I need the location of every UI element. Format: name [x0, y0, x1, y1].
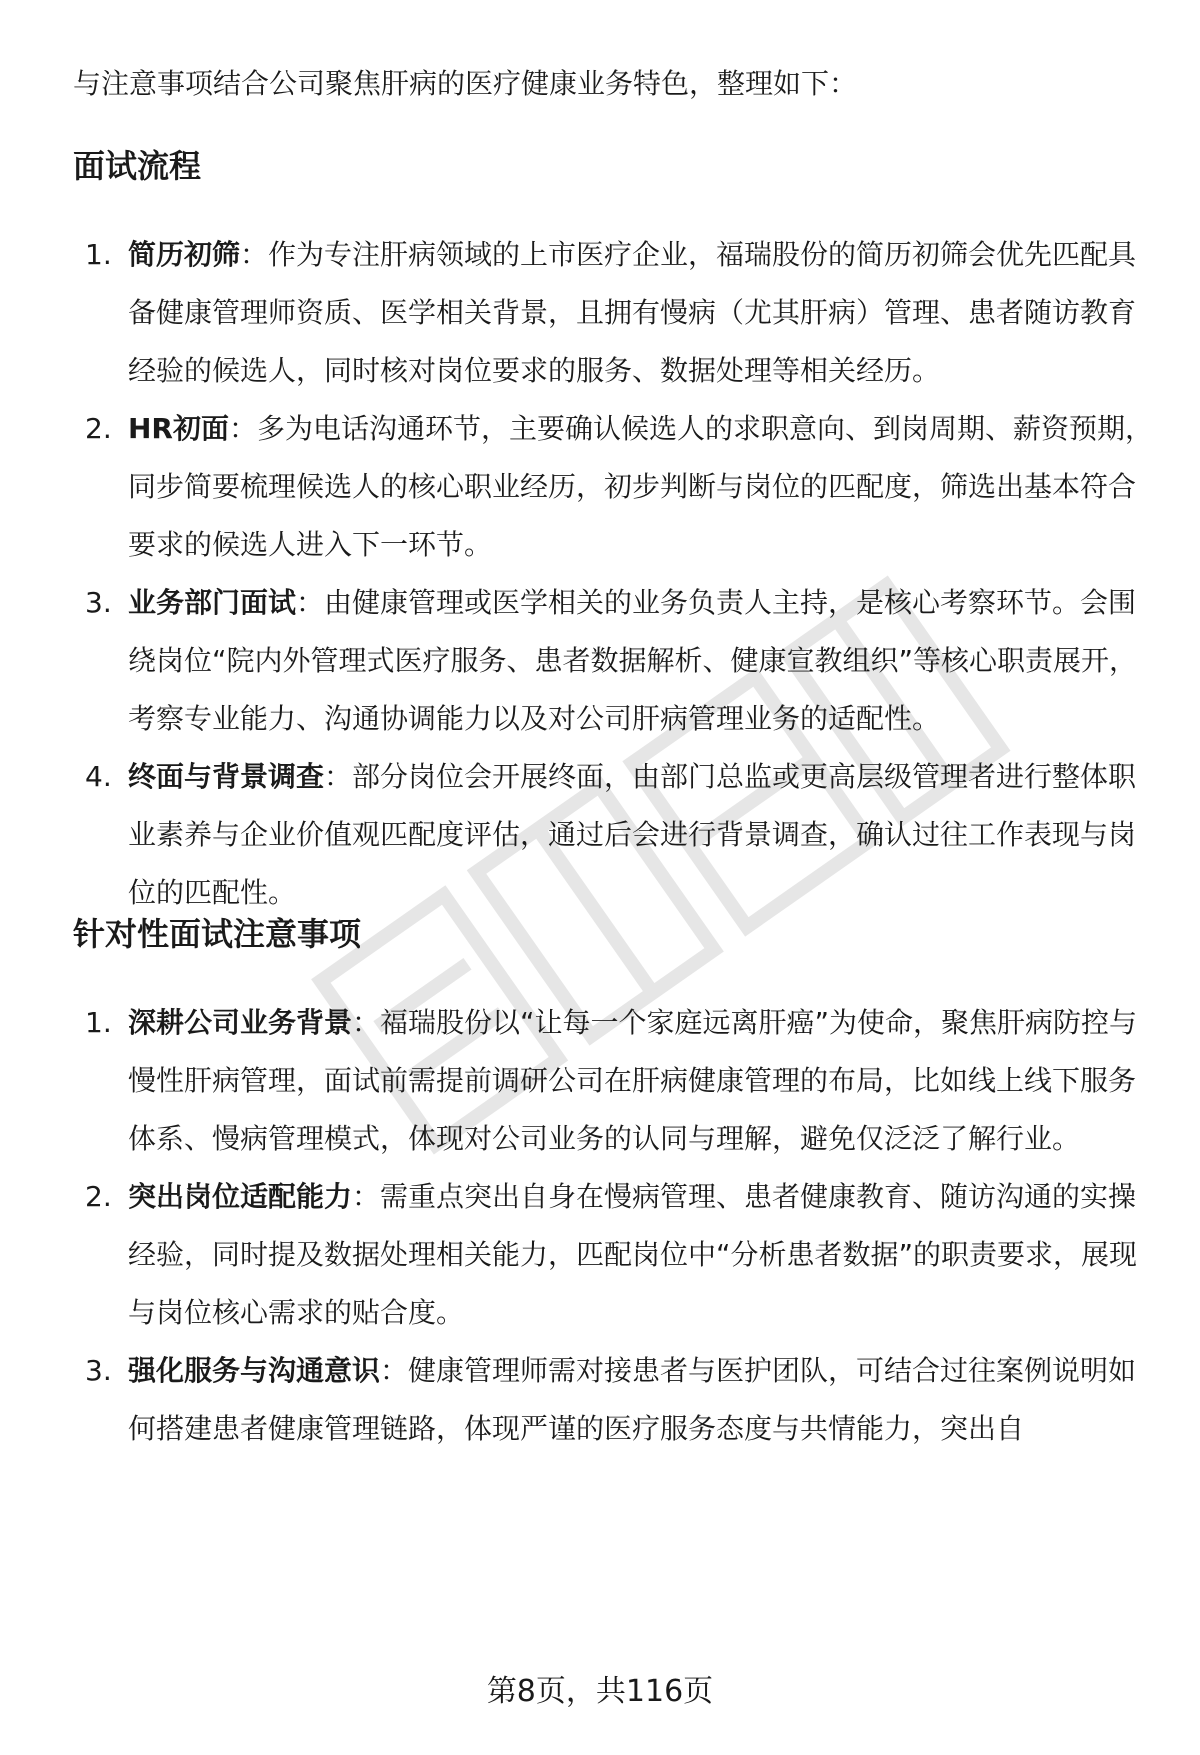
item-separator: ：: [296, 586, 325, 619]
item-text: 作为专注肝病领域的上市医疗企业，福瑞股份的简历初筛会优先匹配具备健康管理师资质、医学相关背景，且拥有慢病（尤其肝病）管理、患者随访教育经验的候选人，同时核对岗位要求的服务、数据处理等相关经历。: [128, 238, 1137, 387]
item-separator: ：: [324, 760, 353, 793]
item-title: 突出岗位适配能力: [128, 1180, 353, 1213]
section-heading-tips: 针对性面试注意事项: [73, 915, 362, 953]
list-item: [0, 1342, 1200, 1458]
item-separator: ：: [352, 1180, 381, 1213]
item-separator: ：: [240, 238, 269, 271]
item-text: 部分岗位会开展终面，由部门总监或更高层级管理者进行整体职业素养与企业价值观匹配度评估，通过后会进行背景调查，确认过往工作表现与岗位的匹配性。: [128, 760, 1137, 909]
item-title: HR初面: [128, 412, 229, 445]
list-item: [0, 226, 1200, 400]
list-item: [0, 1168, 1200, 1342]
item-number: 3.: [85, 1354, 112, 1387]
item-separator: ：: [352, 1006, 381, 1039]
item-separator: ：: [229, 412, 258, 445]
item-title: 深耕公司业务背景: [128, 1006, 353, 1039]
item-number: 2.: [85, 1180, 112, 1213]
item-number: 1.: [85, 1006, 112, 1039]
item-number: 1.: [85, 238, 112, 271]
item-number: 4.: [85, 760, 112, 793]
item-text: 由健康管理或医学相关的业务负责人主持，是核心考察环节。会围绕岗位“院内外管理式医疗服务、患者数据解析、健康宣教组织”等核心职责展开，考察专业能力、沟通协调能力以及对公司肝病管理业务的适配性。: [128, 586, 1138, 735]
list-item: [0, 748, 1200, 922]
item-number: 2.: [85, 412, 112, 445]
item-title: 业务部门面试: [128, 586, 297, 619]
item-separator: ：: [380, 1354, 409, 1387]
item-text: 福瑞股份以“让每一个家庭远离肝癌”为使命，聚焦肝病防控与慢性肝病管理，面试前需提前调研公司在肝病健康管理的布局，比如线上线下服务体系、慢病管理模式，体现对公司业务的认同与理解，避免仅泛泛了解行业。: [128, 1006, 1138, 1155]
item-title: 简历初筛: [128, 238, 241, 271]
list-item: [0, 994, 1200, 1168]
item-number: 3.: [85, 586, 112, 619]
item-title: 终面与背景调查: [128, 760, 325, 793]
section-heading-process: 面试流程: [73, 147, 202, 185]
intro-text: 与注意事项结合公司聚焦肝病的医疗健康业务特色，整理如下：: [73, 67, 858, 100]
process-list: [0, 226, 1200, 922]
item-text: 需重点突出自身在慢病管理、患者健康教育、随访沟通的实操经验，同时提及数据处理相关能力，匹配岗位中“分析患者数据”的职责要求，展现与岗位核心需求的贴合度。: [128, 1180, 1138, 1329]
page-footer: 第8页，共116页: [486, 1674, 714, 1709]
list-item: [0, 574, 1200, 748]
list-item: [0, 400, 1200, 574]
tips-list: [0, 994, 1200, 1458]
item-text: 健康管理师需对接患者与医护团队，可结合过往案例说明如何搭建患者健康管理链路，体现严谨的医疗服务态度与共情能力，突出自: [128, 1354, 1137, 1445]
item-text: 多为电话沟通环节，主要确认候选人的求职意向、到岗周期、薪资预期，同步简要梳理候选人的核心职业经历，初步判断与岗位的匹配度，筛选出基本符合要求的候选人进入下一环节。: [128, 412, 1154, 561]
item-title: 强化服务与沟通意识: [128, 1354, 381, 1387]
